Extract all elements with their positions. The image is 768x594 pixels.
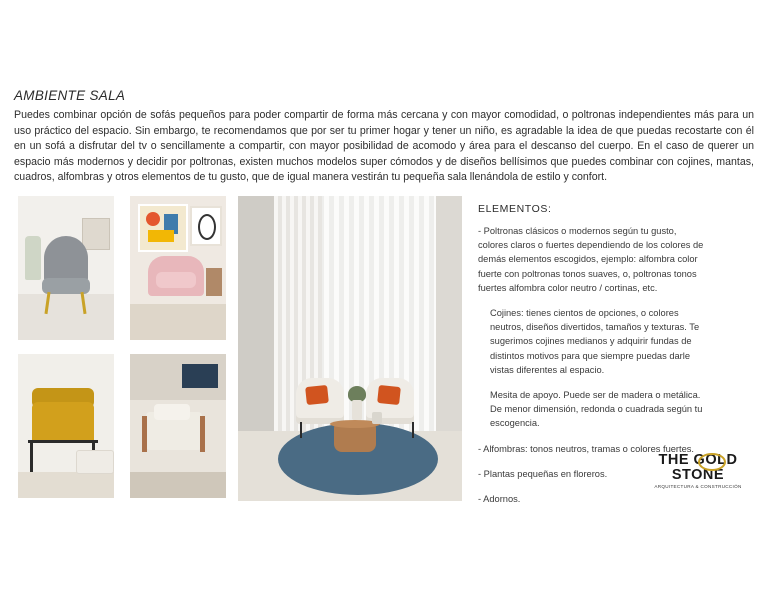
logo-line-1: THE GOLD <box>658 452 738 468</box>
grey-velvet-chair-photo <box>18 196 114 340</box>
chair-arm-shape <box>200 416 205 452</box>
glass-shape <box>372 412 382 424</box>
chair-seat-shape <box>32 402 94 442</box>
page-title: AMBIENTE SALA <box>14 88 126 103</box>
wall-art-secondary <box>190 206 222 246</box>
wall-art <box>138 204 188 252</box>
cushion-left-shape <box>305 385 329 405</box>
vase-shape <box>352 400 362 420</box>
image-gallery <box>18 196 226 501</box>
logo-line-2: STONE <box>671 467 725 483</box>
intro-paragraph: Puedes combinar opción de sofás pequeños para poder compartir de forma más cercana y con mayor comodidad, o poltronas independientes más para un uso práctico del espacio. Sin embargo, te recomendamos que por ser tu primer hogar y tener un niño, es agradable la idea de que puedas recostarte con él en un sofá a disfrutar del tv o sencillamente a compartir, con mayor posibilidad de acomodo y área para el descanso del cuerpo. En el caso de querer un espacio más modernos y decidir por poltronas, existen muchos modelos super cómodos y de diseños bellísimos que puedes combinar con cojines, mantas, cuadros, alfombras y otros elementos de tu gusto, que de igual manera vestirán tu pequeña sala llenándola de estilo y confort. <box>14 109 754 184</box>
plant-shape <box>25 236 41 280</box>
side-table-shape <box>206 268 222 296</box>
mustard-armchair-photo <box>18 354 114 498</box>
list-item: - Alfombras: tonos neutros, tramas o colores fuertes. <box>478 443 694 454</box>
list-item: Cojines: tienes cientos de opciones, o colores neutros, diseños divertidos, tamaños y texturas. Te sugerimos cojines medianos y adquirir fundas de distintos motivos para que siempre puedas darle vistas diferentes al espacio. <box>490 308 700 375</box>
side-table-shape <box>76 450 114 474</box>
pink-chair-art-photo <box>130 196 226 340</box>
gold-ring-icon <box>698 453 726 471</box>
chair-frame-shape <box>28 440 98 443</box>
cushion-shape <box>156 272 196 288</box>
logo-tagline: ARQUITECTURA & CONSTRUCCIÓN <box>654 484 742 489</box>
photo-floor <box>18 472 114 498</box>
elements-heading: ELEMENTOS: <box>478 203 552 215</box>
coffee-table-shape <box>334 424 376 452</box>
chair-arm-shape <box>142 416 147 452</box>
cream-wood-armchair-photo <box>130 354 226 498</box>
photo-floor <box>18 294 114 340</box>
living-room-photo <box>238 196 462 501</box>
cushion-right-shape <box>377 385 401 405</box>
rug-shape <box>130 304 226 340</box>
chair-frame-shape <box>30 440 33 472</box>
television-shape <box>182 364 218 388</box>
list-item: - Adornos. <box>478 494 521 505</box>
cushion-shape <box>154 404 190 420</box>
wall-art <box>82 218 110 250</box>
list-item: - Poltronas clásicos o modernos según tu gusto, colores claros o fuertes dependiendo de los colores de demás elementos escogidos, ejemplo: alfombra color fuerte con poltronas tonos suaves, o, poltronas tonos fuertes alfombra color neutro / cortinas, etc. <box>478 226 704 293</box>
list-item: - Plantas pequeñas en floreros. <box>478 468 608 479</box>
art-shape <box>198 214 216 240</box>
list-item: Mesita de apoyo. Puede ser de madera o metálica. De menor dimensión, redonda o cuadrada según tu escogencia. <box>490 390 703 429</box>
chair-back-shape <box>44 236 88 284</box>
photo-floor <box>130 472 226 498</box>
company-logo <box>652 452 744 498</box>
art-shape <box>148 230 174 242</box>
art-shape <box>146 212 160 226</box>
